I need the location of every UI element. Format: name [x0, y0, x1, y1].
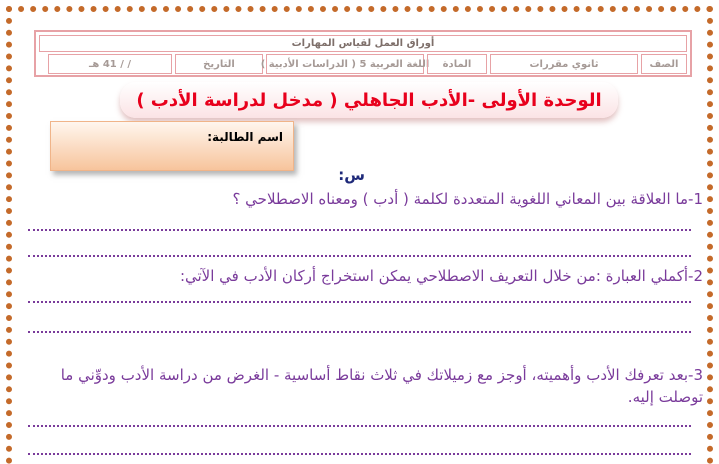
grade-value: ثانوي مقررات [490, 54, 638, 74]
question-3: 3-بعد تعرفك الأدب وأهميته، أوجز مع زميلاتك في ثلاث نقاط أساسية - الغرض من دراسة الأدب ودوِّني ما توصلت إليه. [60, 366, 703, 406]
grade-label: الصف [641, 54, 687, 74]
date-value: / / 41 هـ [48, 54, 172, 74]
question-1: 1-ما العلاقة بين المعاني اللغوية المتعددة لكلمة ( أدب ) ومعناه الاصطلاحي ؟ [232, 190, 703, 208]
subject-value: اللغة العربية 5 ( الدراسات الأدبية ) [266, 54, 424, 74]
question-label: س: [338, 166, 365, 184]
answer-line-1b [28, 255, 691, 257]
student-name-box [50, 121, 294, 171]
worksheet-info-row [39, 54, 687, 74]
answer-line-2a [28, 301, 691, 303]
worksheet-title: أوراق العمل لقياس المهارات [39, 35, 687, 52]
subject-label: المادة [427, 54, 487, 74]
answer-line-1a [28, 229, 691, 231]
student-name-label: اسم الطالبة: [207, 130, 283, 144]
unit-title: الوحدة الأولى -الأدب الجاهلي ( مدخل لدراسة الأدب ) [120, 82, 618, 118]
date-label: التاريخ [175, 54, 263, 74]
worksheet-header-table [34, 30, 692, 77]
answer-line-3b [28, 453, 691, 455]
answer-line-2b [28, 331, 691, 333]
answer-line-3a [28, 425, 691, 427]
question-2: 2-أكملي العبارة :من خلال التعريف الاصطلاحي يمكن استخراج أركان الأدب في الآتي: [179, 267, 703, 285]
